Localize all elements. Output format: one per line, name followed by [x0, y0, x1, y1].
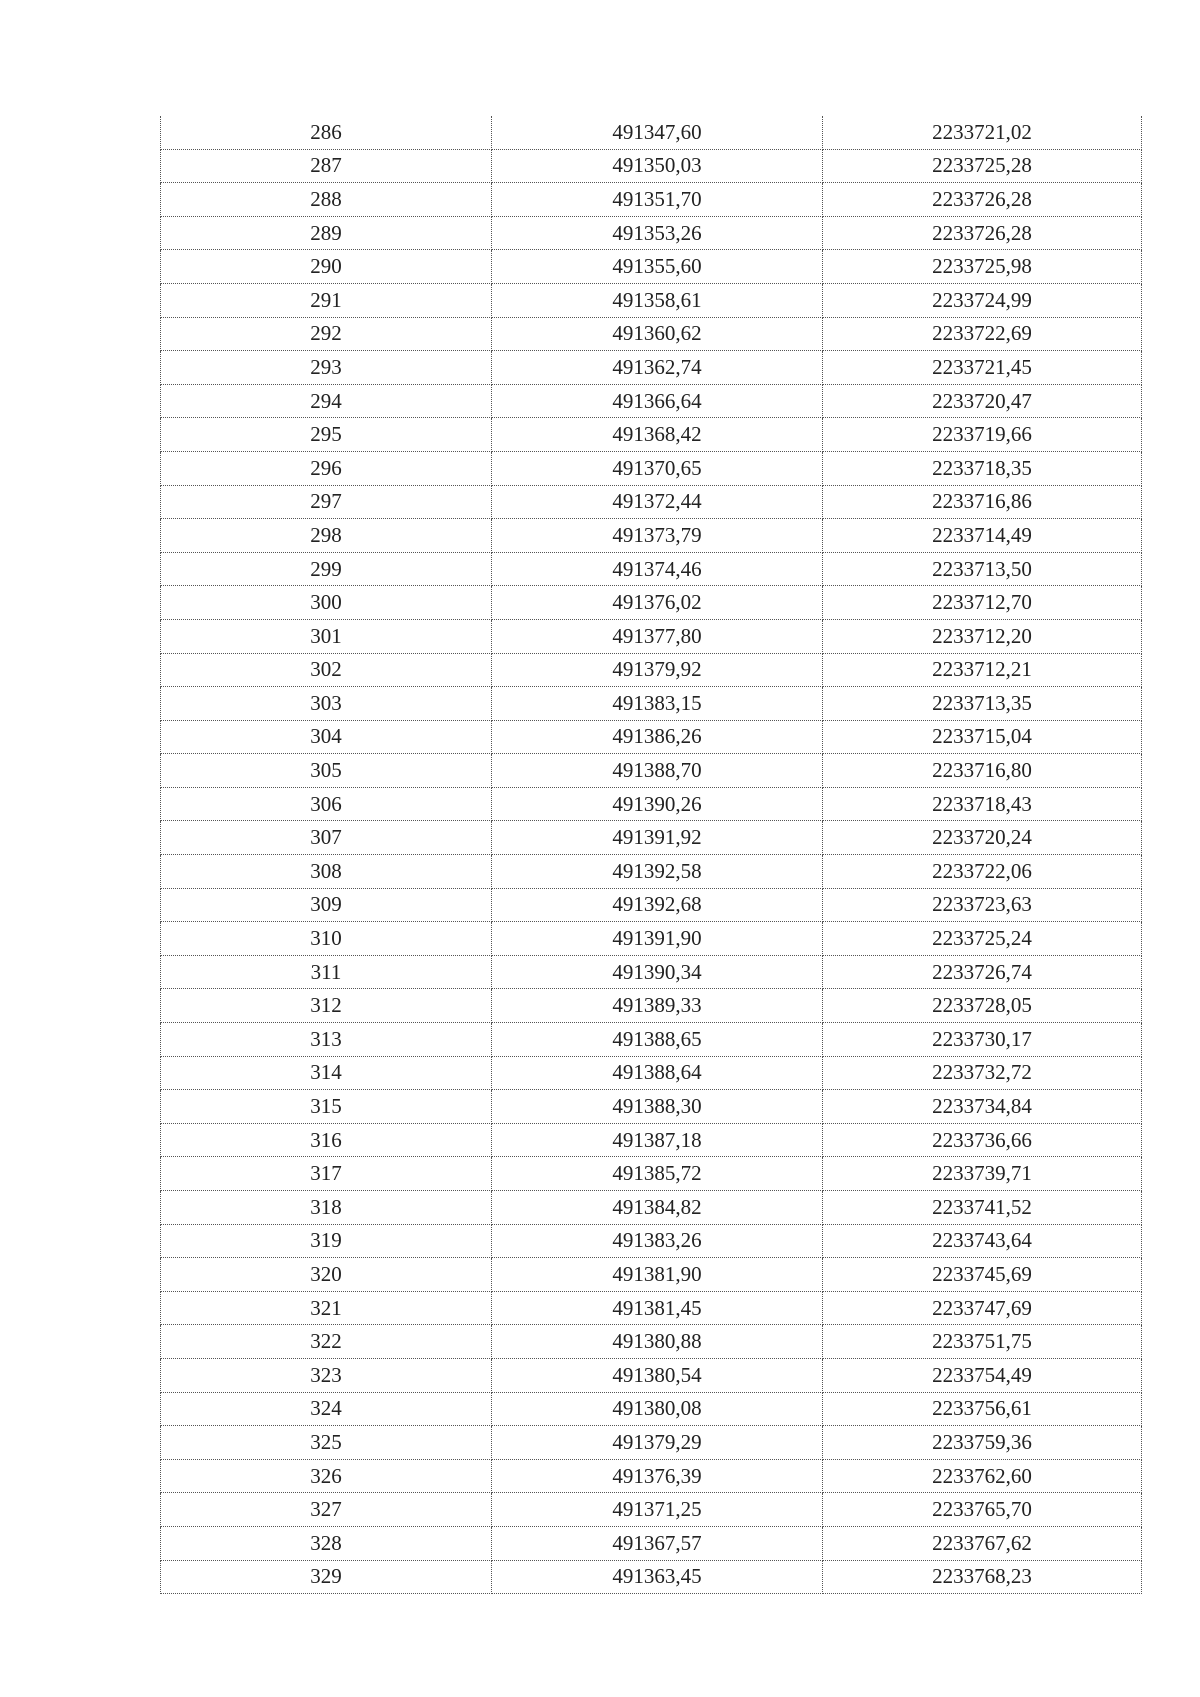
y-coordinate-cell: 2233751,75	[823, 1325, 1142, 1359]
x-coordinate-cell: 491380,88	[492, 1325, 823, 1359]
x-coordinate-cell: 491391,90	[492, 922, 823, 956]
x-coordinate-cell: 491366,64	[492, 384, 823, 418]
y-coordinate-cell: 2233728,05	[823, 989, 1142, 1023]
x-coordinate-cell: 491347,60	[492, 116, 823, 149]
point-number-cell: 293	[161, 351, 492, 385]
y-coordinate-cell: 2233724,99	[823, 283, 1142, 317]
y-coordinate-cell: 2233718,43	[823, 787, 1142, 821]
point-number-cell: 291	[161, 283, 492, 317]
y-coordinate-cell: 2233756,61	[823, 1392, 1142, 1426]
y-coordinate-cell: 2233725,28	[823, 149, 1142, 183]
point-number-cell: 292	[161, 317, 492, 351]
table-row	[161, 922, 1142, 956]
x-coordinate-cell: 491360,62	[492, 317, 823, 351]
point-number-cell: 326	[161, 1459, 492, 1493]
point-number-cell: 297	[161, 485, 492, 519]
table-row	[161, 1157, 1142, 1191]
table-row	[161, 250, 1142, 284]
x-coordinate-cell: 491350,03	[492, 149, 823, 183]
x-coordinate-cell: 491380,54	[492, 1358, 823, 1392]
x-coordinate-cell: 491376,39	[492, 1459, 823, 1493]
y-coordinate-cell: 2233713,50	[823, 552, 1142, 586]
y-coordinate-cell: 2233736,66	[823, 1123, 1142, 1157]
point-number-cell: 302	[161, 653, 492, 687]
point-number-cell: 287	[161, 149, 492, 183]
table-row	[161, 1224, 1142, 1258]
point-number-cell: 313	[161, 1023, 492, 1057]
x-coordinate-cell: 491371,25	[492, 1493, 823, 1527]
point-number-cell: 307	[161, 821, 492, 855]
y-coordinate-cell: 2233743,64	[823, 1224, 1142, 1258]
table-row	[161, 1526, 1142, 1560]
point-number-cell: 325	[161, 1426, 492, 1460]
x-coordinate-cell: 491387,18	[492, 1123, 823, 1157]
x-coordinate-cell: 491392,68	[492, 888, 823, 922]
y-coordinate-cell: 2233722,69	[823, 317, 1142, 351]
table-row	[161, 989, 1142, 1023]
x-coordinate-cell: 491370,65	[492, 451, 823, 485]
table-row	[161, 317, 1142, 351]
point-number-cell: 298	[161, 519, 492, 553]
point-number-cell: 314	[161, 1056, 492, 1090]
x-coordinate-cell: 491384,82	[492, 1191, 823, 1225]
y-coordinate-cell: 2233732,72	[823, 1056, 1142, 1090]
x-coordinate-cell: 491383,15	[492, 687, 823, 721]
table-row	[161, 720, 1142, 754]
y-coordinate-cell: 2233722,06	[823, 855, 1142, 889]
table-row	[161, 1392, 1142, 1426]
table-row	[161, 1459, 1142, 1493]
point-number-cell: 309	[161, 888, 492, 922]
y-coordinate-cell: 2233745,69	[823, 1258, 1142, 1292]
y-coordinate-cell: 2233726,28	[823, 216, 1142, 250]
table-row	[161, 955, 1142, 989]
y-coordinate-cell: 2233726,74	[823, 955, 1142, 989]
point-number-cell: 319	[161, 1224, 492, 1258]
x-coordinate-cell: 491358,61	[492, 283, 823, 317]
point-number-cell: 327	[161, 1493, 492, 1527]
y-coordinate-cell: 2233712,70	[823, 586, 1142, 620]
x-coordinate-cell: 491355,60	[492, 250, 823, 284]
table-row	[161, 1493, 1142, 1527]
x-coordinate-cell: 491381,45	[492, 1291, 823, 1325]
x-coordinate-cell: 491353,26	[492, 216, 823, 250]
x-coordinate-cell: 491379,29	[492, 1426, 823, 1460]
y-coordinate-cell: 2233767,62	[823, 1526, 1142, 1560]
y-coordinate-cell: 2233720,47	[823, 384, 1142, 418]
table-row	[161, 1258, 1142, 1292]
table-row	[161, 1090, 1142, 1124]
coordinates-table-body	[161, 116, 1142, 1594]
table-row	[161, 1358, 1142, 1392]
y-coordinate-cell: 2233721,45	[823, 351, 1142, 385]
x-coordinate-cell: 491383,26	[492, 1224, 823, 1258]
table-row	[161, 1191, 1142, 1225]
point-number-cell: 286	[161, 116, 492, 149]
x-coordinate-cell: 491388,30	[492, 1090, 823, 1124]
y-coordinate-cell: 2233741,52	[823, 1191, 1142, 1225]
point-number-cell: 305	[161, 754, 492, 788]
table-row	[161, 485, 1142, 519]
table-row	[161, 821, 1142, 855]
point-number-cell: 300	[161, 586, 492, 620]
y-coordinate-cell: 2233723,63	[823, 888, 1142, 922]
point-number-cell: 290	[161, 250, 492, 284]
table-row	[161, 1023, 1142, 1057]
table-row	[161, 754, 1142, 788]
x-coordinate-cell: 491386,26	[492, 720, 823, 754]
table-row	[161, 1560, 1142, 1594]
y-coordinate-cell: 2233739,71	[823, 1157, 1142, 1191]
table-row	[161, 586, 1142, 620]
y-coordinate-cell: 2233726,28	[823, 183, 1142, 217]
x-coordinate-cell: 491362,74	[492, 351, 823, 385]
point-number-cell: 328	[161, 1526, 492, 1560]
y-coordinate-cell: 2233714,49	[823, 519, 1142, 553]
table-row	[161, 519, 1142, 553]
y-coordinate-cell: 2233716,86	[823, 485, 1142, 519]
y-coordinate-cell: 2233712,20	[823, 619, 1142, 653]
point-number-cell: 299	[161, 552, 492, 586]
table-row	[161, 283, 1142, 317]
x-coordinate-cell: 491389,33	[492, 989, 823, 1023]
point-number-cell: 295	[161, 418, 492, 452]
point-number-cell: 323	[161, 1358, 492, 1392]
point-number-cell: 317	[161, 1157, 492, 1191]
table-row	[161, 687, 1142, 721]
x-coordinate-cell: 491392,58	[492, 855, 823, 889]
y-coordinate-cell: 2233715,04	[823, 720, 1142, 754]
x-coordinate-cell: 491374,46	[492, 552, 823, 586]
point-number-cell: 311	[161, 955, 492, 989]
table-row	[161, 619, 1142, 653]
x-coordinate-cell: 491388,70	[492, 754, 823, 788]
point-number-cell: 315	[161, 1090, 492, 1124]
point-number-cell: 329	[161, 1560, 492, 1594]
table-row	[161, 653, 1142, 687]
y-coordinate-cell: 2233725,98	[823, 250, 1142, 284]
table-row	[161, 1291, 1142, 1325]
x-coordinate-cell: 491379,92	[492, 653, 823, 687]
point-number-cell: 308	[161, 855, 492, 889]
table-row	[161, 1123, 1142, 1157]
y-coordinate-cell: 2233754,49	[823, 1358, 1142, 1392]
table-row	[161, 888, 1142, 922]
y-coordinate-cell: 2233719,66	[823, 418, 1142, 452]
table-row	[161, 451, 1142, 485]
coordinates-table	[160, 116, 1142, 1594]
x-coordinate-cell: 491372,44	[492, 485, 823, 519]
table-row	[161, 418, 1142, 452]
table-row	[161, 855, 1142, 889]
x-coordinate-cell: 491373,79	[492, 519, 823, 553]
point-number-cell: 296	[161, 451, 492, 485]
point-number-cell: 321	[161, 1291, 492, 1325]
x-coordinate-cell: 491391,92	[492, 821, 823, 855]
point-number-cell: 324	[161, 1392, 492, 1426]
point-number-cell: 301	[161, 619, 492, 653]
table-row	[161, 1056, 1142, 1090]
y-coordinate-cell: 2233768,23	[823, 1560, 1142, 1594]
table-row	[161, 351, 1142, 385]
y-coordinate-cell: 2233721,02	[823, 116, 1142, 149]
y-coordinate-cell: 2233730,17	[823, 1023, 1142, 1057]
table-row	[161, 116, 1142, 149]
y-coordinate-cell: 2233725,24	[823, 922, 1142, 956]
y-coordinate-cell: 2233712,21	[823, 653, 1142, 687]
x-coordinate-cell: 491385,72	[492, 1157, 823, 1191]
point-number-cell: 303	[161, 687, 492, 721]
table-row	[161, 1426, 1142, 1460]
point-number-cell: 318	[161, 1191, 492, 1225]
table-row	[161, 216, 1142, 250]
table-row	[161, 787, 1142, 821]
table-row	[161, 384, 1142, 418]
point-number-cell: 288	[161, 183, 492, 217]
y-coordinate-cell: 2233718,35	[823, 451, 1142, 485]
table-row	[161, 552, 1142, 586]
x-coordinate-cell: 491367,57	[492, 1526, 823, 1560]
table-row	[161, 183, 1142, 217]
x-coordinate-cell: 491377,80	[492, 619, 823, 653]
x-coordinate-cell: 491388,64	[492, 1056, 823, 1090]
y-coordinate-cell: 2233720,24	[823, 821, 1142, 855]
point-number-cell: 294	[161, 384, 492, 418]
table-row	[161, 1325, 1142, 1359]
x-coordinate-cell: 491390,26	[492, 787, 823, 821]
point-number-cell: 289	[161, 216, 492, 250]
point-number-cell: 310	[161, 922, 492, 956]
point-number-cell: 316	[161, 1123, 492, 1157]
point-number-cell: 312	[161, 989, 492, 1023]
x-coordinate-cell: 491388,65	[492, 1023, 823, 1057]
y-coordinate-cell: 2233759,36	[823, 1426, 1142, 1460]
y-coordinate-cell: 2233747,69	[823, 1291, 1142, 1325]
point-number-cell: 320	[161, 1258, 492, 1292]
x-coordinate-cell: 491351,70	[492, 183, 823, 217]
x-coordinate-cell: 491380,08	[492, 1392, 823, 1426]
x-coordinate-cell: 491390,34	[492, 955, 823, 989]
point-number-cell: 322	[161, 1325, 492, 1359]
x-coordinate-cell: 491376,02	[492, 586, 823, 620]
x-coordinate-cell: 491368,42	[492, 418, 823, 452]
point-number-cell: 306	[161, 787, 492, 821]
point-number-cell: 304	[161, 720, 492, 754]
y-coordinate-cell: 2233765,70	[823, 1493, 1142, 1527]
y-coordinate-cell: 2233762,60	[823, 1459, 1142, 1493]
x-coordinate-cell: 491363,45	[492, 1560, 823, 1594]
table-row	[161, 149, 1142, 183]
y-coordinate-cell: 2233713,35	[823, 687, 1142, 721]
y-coordinate-cell: 2233716,80	[823, 754, 1142, 788]
y-coordinate-cell: 2233734,84	[823, 1090, 1142, 1124]
x-coordinate-cell: 491381,90	[492, 1258, 823, 1292]
